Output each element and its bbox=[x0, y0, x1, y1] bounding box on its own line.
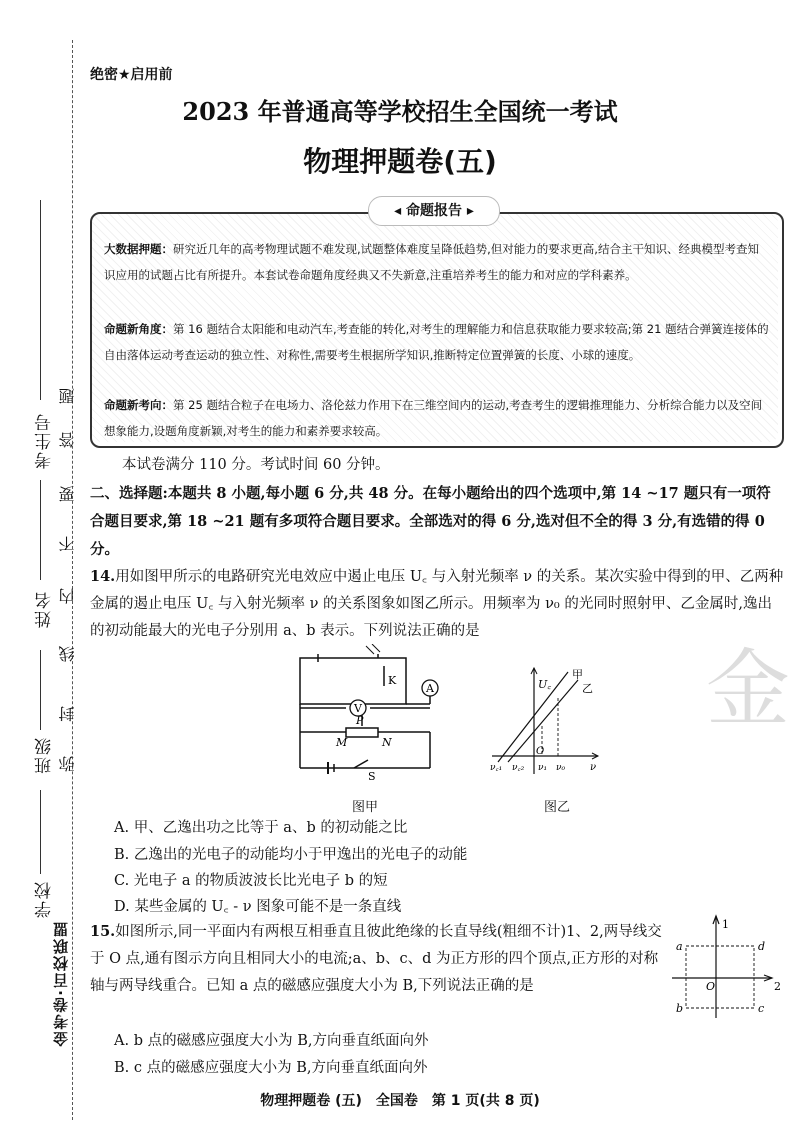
seal-char: 弥 bbox=[58, 756, 77, 772]
label-v: ν bbox=[590, 762, 597, 773]
q14-option-a: A. 甲、乙逸出功之比等于 a、b 的初动能之比 bbox=[114, 820, 408, 836]
label-uc: U꜀ bbox=[538, 678, 552, 691]
label-n: N bbox=[382, 736, 392, 749]
section-heading-text: 二、选择题:本题共 8 小题,每小题 6 分,共 48 分。在每小题给出的四个选项中,第 14 ~17 题只有一项符合题目要求,第 18 ~21 题有多项符合题目要求。全部选对的得 6 分,选对但不全的得 3 分,有选错的得 0 分。 bbox=[90, 485, 771, 558]
label-jia: 甲 bbox=[572, 668, 583, 681]
report-new-angle bbox=[104, 316, 770, 368]
label-o: O bbox=[706, 980, 716, 993]
question-15-text: 如图所示,同一平面内有两根互相垂直且彼此绝缘的长直导线(粗细不计)1、2,两导线交于 O 点,通有图示方向且相同大小的电流;a、b、c、d 为正方形的四个顶点,正方形的对称轴与两导线重合。已知 a 点的磁感应强度大小为 B,下列说法正确的是 bbox=[90, 924, 662, 994]
q14-option-b: B. 乙逸出的光电子的动能均小于甲逸出的光电子的动能 bbox=[114, 847, 468, 863]
binding-dashed-line bbox=[72, 40, 73, 1120]
circuit-diagram bbox=[294, 644, 444, 784]
line-jia bbox=[498, 672, 568, 762]
exam-number-field[interactable] bbox=[40, 200, 41, 400]
label-k: K bbox=[388, 674, 397, 687]
exam-number-label: 考生号 bbox=[35, 412, 55, 469]
label-o: O bbox=[536, 746, 545, 757]
new-angle-label: 命题新角度： bbox=[104, 322, 173, 336]
union-label: 金考卷·百校联盟 bbox=[52, 920, 70, 1047]
name-field[interactable] bbox=[40, 480, 41, 580]
report-badge-label: 命题报告 bbox=[406, 203, 462, 219]
report-new-trend bbox=[104, 392, 770, 444]
seal-char: 内 bbox=[58, 588, 77, 604]
school-label: 学校 bbox=[35, 880, 55, 918]
question-14 bbox=[90, 563, 784, 645]
figure-a-caption: 图甲 bbox=[352, 800, 379, 815]
school-field[interactable] bbox=[40, 790, 41, 874]
q15-option-a: A. b 点的磁感应强度大小为 B,方向垂直纸面向外 bbox=[114, 1033, 429, 1049]
new-angle-text: 第 16 题结合太阳能和电动汽车,考查能的转化,对考生的理解能力和信息获取能力要求较高;第 21 题结合弹簧连接体的自由落体运动考查运动的独立性、对称性,需要考生根据所学知识,推断特定位置弹簧的长度、小球的速度。 bbox=[104, 322, 769, 362]
name-label: 姓名 bbox=[35, 590, 55, 628]
label-d: d bbox=[758, 940, 766, 953]
report-big-data bbox=[104, 236, 770, 288]
question-15-number: 15. bbox=[90, 923, 116, 940]
label-a: A bbox=[426, 682, 434, 695]
class-field[interactable] bbox=[40, 650, 41, 730]
rheostat bbox=[346, 728, 378, 737]
secret-mark: 绝密★启用前 bbox=[90, 67, 173, 83]
new-trend-text: 第 25 题结合粒子在电场力、洛伦兹力作用下在三维空间内的运动,考查考生的逻辑推理能力、分析综合能力以及空间想象能力,设题角度新颖,对考生的能力和素养要求较高。 bbox=[104, 398, 763, 438]
question-14-text: 用如图甲所示的电路研究光电效应中遏止电压 U꜀ 与入射光频率 ν 的关系。某次实验中得到的甲、乙两种金属的遏止电压 U꜀ 与入射光频率 ν 的关系图象如图乙所示。用频率为 ν₀ 的光同时照射甲、乙金属时,逸出的初动能最大的光电子分别用 a、b 表示。下列说法正确的是 bbox=[90, 569, 784, 639]
q15-option-b: B. c 点的磁感应强度大小为 B,方向垂直纸面向外 bbox=[114, 1060, 428, 1076]
label-vc1: ν꜀₁ bbox=[490, 763, 503, 773]
exam-intro: 本试卷满分 110 分。考试时间 60 分钟。 bbox=[122, 457, 390, 473]
paper-title: 物理押题卷(五) bbox=[303, 145, 497, 178]
new-trend-label: 命题新考向： bbox=[104, 398, 173, 412]
question-14-number: 14. bbox=[90, 568, 116, 585]
seal-char: 答 bbox=[58, 432, 77, 448]
dashed-square bbox=[686, 946, 754, 1008]
seal-char: 要 bbox=[58, 486, 77, 502]
class-label: 班级 bbox=[35, 736, 55, 774]
seal-char: 封 bbox=[58, 706, 77, 722]
light-ray bbox=[366, 646, 374, 654]
label-b: b bbox=[676, 1002, 684, 1015]
page-footer: 物理押题卷 (五) 全国卷 第 1 页(共 8 页) bbox=[260, 1093, 540, 1109]
seal-char: 线 bbox=[58, 646, 77, 662]
switch-s bbox=[354, 760, 368, 768]
label-v: V bbox=[354, 702, 362, 715]
label-p: P bbox=[356, 714, 364, 727]
big-data-label: 大数据押题： bbox=[104, 242, 173, 256]
q14-option-d: D. 某些金属的 U꜀ - ν 图象可能不是一条直线 bbox=[114, 899, 402, 915]
seal-char: 题 bbox=[58, 388, 77, 404]
figure-b-caption: 图乙 bbox=[544, 800, 571, 815]
wire-square-diagram bbox=[668, 912, 788, 1022]
label-wire-1: 1 bbox=[722, 918, 729, 931]
uc-nu-graph bbox=[486, 664, 606, 780]
exam-title: 2023 年普通高等学校招生全国统一考试 bbox=[182, 97, 618, 126]
question-15 bbox=[90, 918, 662, 1000]
watermark: 金 bbox=[706, 640, 791, 738]
label-v1: ν₁ bbox=[538, 763, 548, 773]
q14-option-c: C. 光电子 a 的物质波波长比光电子 b 的短 bbox=[114, 873, 388, 889]
label-vc2: ν꜀₂ bbox=[512, 763, 525, 773]
seal-char: 不 bbox=[58, 536, 77, 552]
report-badge: ◂ 命题报告 ▸ bbox=[368, 196, 500, 226]
label-wire-2: 2 bbox=[774, 980, 781, 993]
label-a: a bbox=[676, 940, 683, 953]
label-c: c bbox=[758, 1002, 765, 1015]
section-heading bbox=[90, 480, 784, 564]
big-data-text: 研究近几年的高考物理试题不难发现,试题整体难度呈降低趋势,但对能力的要求更高,结合主干知识、经典模型考查知识应用的试题占比有所提升。本套试卷命题角度经典又不失新意,注重培养考生的能力和对应的学科素养。 bbox=[104, 242, 759, 282]
light-ray bbox=[372, 644, 380, 652]
label-m: M bbox=[336, 736, 348, 749]
label-s: S bbox=[368, 770, 376, 783]
label-v0: ν₀ bbox=[556, 763, 566, 773]
label-yi: 乙 bbox=[582, 682, 593, 695]
